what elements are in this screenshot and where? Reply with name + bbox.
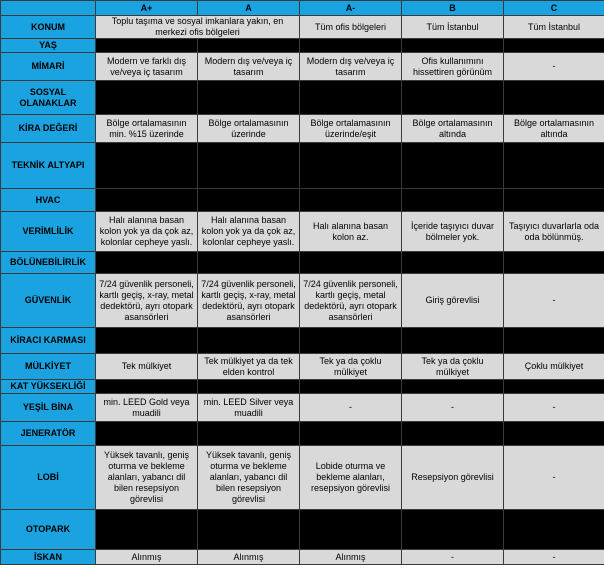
table-cell	[96, 189, 198, 212]
row-label: SOSYAL OLANAKLAR	[1, 81, 96, 115]
table-cell: Halı alanına basan kolon yok ya da çok az, kolonlar cepheye yaslı.	[96, 212, 198, 252]
table-cell: 7/24 güvenlik personeli, kartlı geçiş, x-ray, metal dedektörü, ayrı otopark asansörleri	[198, 274, 300, 328]
table-cell: Bölge ortalamasının üzerinde/eşit	[300, 115, 402, 143]
table-row	[1, 354, 604, 380]
table-cell	[402, 81, 504, 115]
table-cell: min. LEED Gold veya muadili	[96, 394, 198, 422]
table-cell	[300, 252, 402, 274]
corner-cell	[1, 1, 96, 16]
row-label: LOBİ	[1, 446, 96, 510]
table-row	[1, 16, 604, 39]
table-cell: Tüm İstanbul	[504, 16, 604, 39]
row-label: HVAC	[1, 189, 96, 212]
table-cell: -	[402, 550, 504, 565]
table-row	[1, 422, 604, 446]
table-cell	[96, 143, 198, 189]
table-row	[1, 274, 604, 328]
table-cell: Toplu taşıma ve sosyal imkanlara yakın, en merkezi ofis bölgeleri	[96, 16, 300, 39]
table-cell	[504, 380, 604, 394]
table-row	[1, 115, 604, 143]
table-cell	[300, 189, 402, 212]
table-cell	[198, 81, 300, 115]
table-row	[1, 53, 604, 81]
row-label: GÜVENLİK	[1, 274, 96, 328]
table-cell	[402, 510, 504, 550]
row-label: VERİMLİLİK	[1, 212, 96, 252]
table-cell: Alınmış	[96, 550, 198, 565]
table-row	[1, 394, 604, 422]
table-row	[1, 189, 604, 212]
table-cell	[198, 39, 300, 53]
table-cell: Bölge ortalamasının üzerinde	[198, 115, 300, 143]
row-label: MİMARİ	[1, 53, 96, 81]
table-cell: -	[504, 274, 604, 328]
table-cell: Modern dış ve/veya iç tasarım	[198, 53, 300, 81]
row-label: YEŞİL BİNA	[1, 394, 96, 422]
table-cell: Tek mülkiyet ya da tek elden kontrol	[198, 354, 300, 380]
table-cell: 7/24 güvenlik personeli, kartlı geçiş, x-ray, metal dedektörü, ayrı otopark asansörleri	[96, 274, 198, 328]
table-cell: Yüksek tavanlı, geniş oturma ve bekleme alanları, yabancı dil bilen resepsiyon görevlisi	[96, 446, 198, 510]
table-cell	[300, 328, 402, 354]
table-cell	[300, 380, 402, 394]
table-cell	[96, 39, 198, 53]
table-row	[1, 39, 604, 53]
column-header-a-plus: A+	[96, 1, 198, 16]
table-cell: Halı alanına basan kolon yok ya da çok az, kolonlar cepheye yaslı.	[198, 212, 300, 252]
row-label: YAŞ	[1, 39, 96, 53]
table-cell	[198, 143, 300, 189]
table-row	[1, 510, 604, 550]
table-cell	[96, 380, 198, 394]
table-cell	[402, 380, 504, 394]
table-cell	[504, 510, 604, 550]
table-cell	[504, 81, 604, 115]
row-label: İSKAN	[1, 550, 96, 565]
table-cell	[96, 422, 198, 446]
row-label: TEKNİK ALTYAPI	[1, 143, 96, 189]
table-cell: -	[504, 53, 604, 81]
column-header-a: A	[198, 1, 300, 16]
table-cell	[402, 189, 504, 212]
table-cell	[198, 328, 300, 354]
table-cell: Tek mülkiyet	[96, 354, 198, 380]
table-cell	[300, 143, 402, 189]
table-row	[1, 550, 604, 565]
table-cell: Giriş görevlisi	[402, 274, 504, 328]
table-cell: -	[300, 394, 402, 422]
table-row	[1, 328, 604, 354]
row-label: KİRACI KARMASI	[1, 328, 96, 354]
table-row	[1, 212, 604, 252]
table-cell: Tüm İstanbul	[402, 16, 504, 39]
table-row	[1, 380, 604, 394]
row-label: KONUM	[1, 16, 96, 39]
row-label: JENERATÖR	[1, 422, 96, 446]
table-cell	[96, 328, 198, 354]
table-cell: Bölge ortalamasının min. %15 üzerinde	[96, 115, 198, 143]
table-cell	[504, 252, 604, 274]
table-cell	[198, 380, 300, 394]
table-cell: Bölge ortalamasının altında	[504, 115, 604, 143]
table-cell	[96, 252, 198, 274]
table-cell	[300, 39, 402, 53]
row-label: KİRA DEĞERİ	[1, 115, 96, 143]
table-cell: Tek ya da çoklu mülkiyet	[300, 354, 402, 380]
table-row	[1, 143, 604, 189]
table-cell: Modern dış ve/veya iç tasarım	[300, 53, 402, 81]
table-cell: Ofis kullanımını hissettiren görünüm	[402, 53, 504, 81]
table-row	[1, 446, 604, 510]
table-row	[1, 252, 604, 274]
table-cell	[504, 39, 604, 53]
row-label: OTOPARK	[1, 510, 96, 550]
table-cell: -	[504, 550, 604, 565]
table-cell: Modern ve farklı dış ve/veya iç tasarım	[96, 53, 198, 81]
table-cell: min. LEED Silver veya muadili	[198, 394, 300, 422]
table-cell: Alınmış	[198, 550, 300, 565]
table-cell: Alınmış	[300, 550, 402, 565]
table-cell	[198, 252, 300, 274]
column-header-a-minus: A-	[300, 1, 402, 16]
column-header-c: C	[504, 1, 604, 16]
table-cell	[96, 510, 198, 550]
table-cell	[300, 81, 402, 115]
row-label: KAT YÜKSEKLİĞİ	[1, 380, 96, 394]
row-label: MÜLKİYET	[1, 354, 96, 380]
table-cell	[504, 422, 604, 446]
row-label: BÖLÜNEBİLİRLİK	[1, 252, 96, 274]
table-cell	[504, 143, 604, 189]
table-row	[1, 81, 604, 115]
table-cell: İçeride taşıyıcı duvar bölmeler yok.	[402, 212, 504, 252]
table-cell	[402, 39, 504, 53]
table-cell	[198, 189, 300, 212]
table-cell	[402, 143, 504, 189]
table-cell	[504, 189, 604, 212]
table-cell: Tüm ofis bölgeleri	[300, 16, 402, 39]
table-cell: Lobide oturma ve bekleme alanları, resepsiyon görevlisi	[300, 446, 402, 510]
header-row	[1, 1, 604, 16]
table-cell: Taşıyıcı duvarlarla oda oda bölünmüş.	[504, 212, 604, 252]
table-cell: -	[402, 394, 504, 422]
table-cell: Halı alanına basan kolon az.	[300, 212, 402, 252]
table-cell	[402, 252, 504, 274]
table-cell	[198, 422, 300, 446]
table-cell: Tek ya da çoklu mülkiyet	[402, 354, 504, 380]
table-cell	[300, 510, 402, 550]
table-cell: Resepsiyon görevlisi	[402, 446, 504, 510]
table-cell	[402, 422, 504, 446]
table-cell: -	[504, 394, 604, 422]
table-cell: Yüksek tavanlı, geniş oturma ve bekleme alanları, yabancı dil bilen resepsiyon görevlisi	[198, 446, 300, 510]
table-cell	[198, 510, 300, 550]
table-cell	[504, 328, 604, 354]
table-cell: Çoklu mülkiyet	[504, 354, 604, 380]
table-cell: 7/24 güvenlik personeli, kartlı geçiş, metal dedektörü, ayrı otopark asansörleri	[300, 274, 402, 328]
column-header-b: B	[402, 1, 504, 16]
table-cell	[96, 81, 198, 115]
table-cell: Bölge ortalamasının altında	[402, 115, 504, 143]
table-cell	[402, 328, 504, 354]
table-cell	[300, 422, 402, 446]
table-cell: -	[504, 446, 604, 510]
